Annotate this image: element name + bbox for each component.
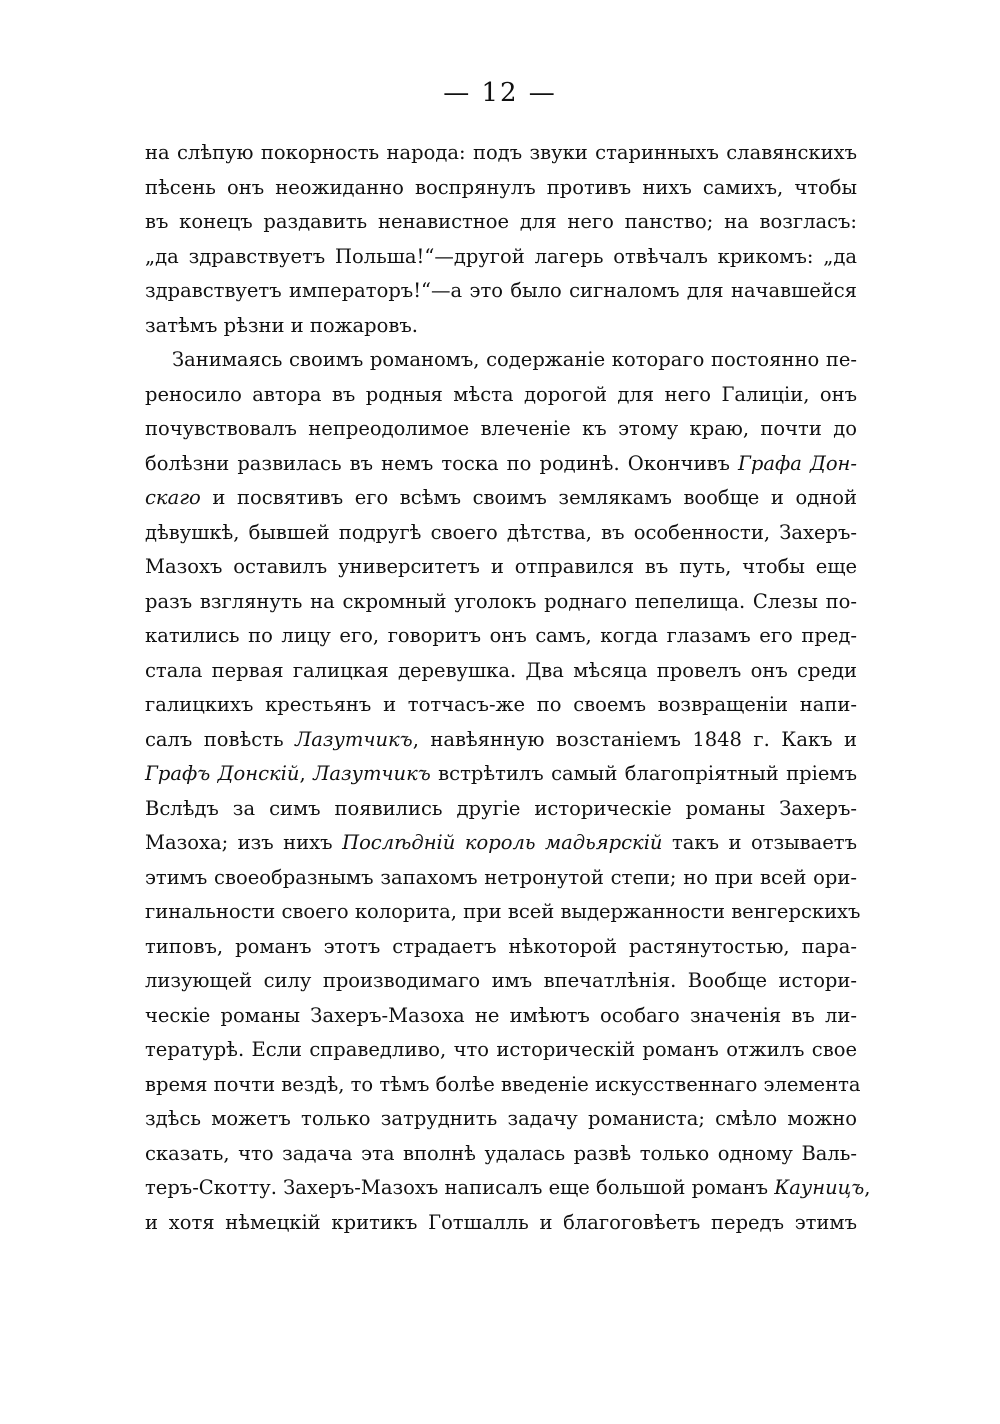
italic-title: Лазутчикъ: [295, 727, 413, 751]
text-span: сказать, что задача эта вполнѣ удалась развѣ только одному Валь-: [145, 1141, 857, 1165]
text-span: типовъ, романъ этотъ страдаетъ нѣкоторой растянутостью, пара-: [145, 934, 857, 958]
text-line: [145, 619, 857, 654]
italic-title: Кауницъ: [774, 1176, 865, 1199]
text-line: [145, 240, 857, 275]
text-line: [145, 1033, 857, 1068]
text-span: время почти вездѣ, то тѣмъ болѣе введеніе искусственнаго элемента: [145, 1072, 861, 1096]
italic-title: Послѣдній король мадьярскій: [342, 831, 663, 854]
text-span: и посвятивъ его всѣмъ своимъ землякамъ вообще и одной: [200, 486, 857, 509]
text-span: Вслѣдъ за симъ появились другіе историческіе романы Захеръ-: [145, 796, 857, 820]
text-line: [145, 1137, 857, 1172]
text-line: [145, 723, 857, 758]
text-span: этимъ своеобразнымъ запахомъ нетронутой степи; но при всей ори-: [145, 865, 857, 889]
text-span: галицкихъ крестьянъ и тотчасъ-же по своемъ возвращеніи напи-: [145, 693, 857, 716]
text-line: [145, 516, 857, 551]
text-line: [145, 895, 861, 930]
text-line: [145, 585, 857, 620]
text-line: [145, 171, 857, 206]
text-line: [145, 205, 857, 240]
text-line: [145, 274, 857, 309]
text-span: болѣзни развилась въ немъ тоска по родинѣ. Окончивъ: [145, 451, 738, 475]
text-span: „да здравствуетъ Польша!“—другой лагерь отвѣчалъ крикомъ: „да: [145, 244, 857, 268]
text-span: салъ повѣсть: [145, 727, 296, 751]
text-span: теръ-Скотту. Захеръ-Мазохъ написалъ еще большой романъ: [145, 1176, 775, 1199]
text-span: гинальности своего колорита, при всей выдержанности венгерскихъ: [145, 900, 861, 923]
page-number: — 12 —: [443, 78, 557, 108]
text-line: [145, 1068, 861, 1103]
text-line: [145, 550, 857, 585]
text-span: Мазохъ оставилъ университетъ и отправился въ путь, чтобы еще: [145, 555, 857, 578]
text-span: здѣсь можетъ только затруднить задачу романиста; смѣло можно: [145, 1107, 857, 1130]
text-span: разъ взглянуть на скромный уголокъ роднаго пепелища. Слезы по-: [145, 589, 857, 613]
text-span: почувствовалъ непреодолимое влеченіе къ этому краю, почти до: [145, 417, 857, 440]
text-line: [145, 654, 857, 689]
text-line: [145, 447, 857, 482]
text-span: дѣвушкѣ, бывшей подругѣ своего дѣтства, въ особенности, Захеръ-: [145, 520, 857, 544]
text-span: на слѣпую покорность народа: подъ звуки старинныхъ славянскихъ: [145, 141, 857, 164]
text-span: и хотя нѣмецкій критикъ Готшалль и благоговѣетъ передъ этимъ: [145, 1210, 857, 1234]
text-line: [145, 309, 857, 344]
text-line: [145, 688, 857, 723]
text-line: [145, 930, 857, 965]
text-span: тературѣ. Если справедливо, что историческій романъ отжилъ свое: [145, 1038, 857, 1061]
text-span: ческіе романы Захеръ-Мазоха не имѣютъ особаго значенія въ ли-: [145, 1003, 857, 1027]
text-line: [145, 1206, 857, 1241]
text-span: ,: [864, 1176, 871, 1199]
text-span: Занимаясь своимъ романомъ, содержаніе котораго постоянно пе-: [172, 348, 857, 371]
text-line: [145, 826, 857, 861]
text-line: [145, 412, 857, 447]
text-line: [145, 378, 857, 413]
text-line: [145, 343, 857, 378]
text-line: [145, 861, 857, 896]
text-span: катились по лицу его, говоритъ онъ самъ, когда глазамъ его пред-: [145, 624, 857, 647]
text-span: встрѣтилъ самый благопріятный пріемъ: [430, 762, 857, 785]
text-line: [145, 964, 857, 999]
text-span: Мазоха; изъ нихъ: [145, 831, 343, 854]
text-span: пѣсень онъ неожиданно воспрянулъ противъ нихъ самихъ, чтобы: [145, 175, 857, 199]
text-span: ,: [299, 762, 314, 785]
text-line: [145, 999, 857, 1034]
text-span: такъ и отзываетъ: [662, 831, 857, 854]
italic-title: Лазутчикъ: [313, 762, 431, 785]
body-text: [145, 136, 871, 1240]
text-span: стала первая галицкая деревушка. Два мѣсяца провелъ онъ среди: [145, 658, 857, 682]
text-span: , навѣянную возстаніемъ 1848 г. Какъ и: [412, 727, 857, 751]
italic-title: скаго: [145, 486, 201, 509]
italic-title: Графъ Донскій: [145, 762, 300, 785]
italic-title: Графа Дон-: [737, 451, 857, 475]
text-span: затѣмъ рѣзни и пожаровъ.: [145, 313, 418, 337]
text-line: [145, 757, 857, 792]
text-span: реносило автора въ родныя мѣста дорогой для него Галиціи, онъ: [145, 382, 857, 406]
text-line: [145, 1102, 857, 1137]
text-line: [145, 481, 857, 516]
text-span: здравствуетъ императоръ!“—а это было сигналомъ для начавшейся: [145, 279, 857, 302]
text-line: [145, 792, 857, 827]
text-span: въ конецъ раздавить ненавистное для него панство; на возгласъ:: [145, 210, 857, 233]
text-line: [145, 1171, 871, 1206]
text-line: [145, 136, 857, 171]
text-span: лизующей силу производимаго имъ впечатлѣнія. Вообще истори-: [145, 969, 857, 992]
